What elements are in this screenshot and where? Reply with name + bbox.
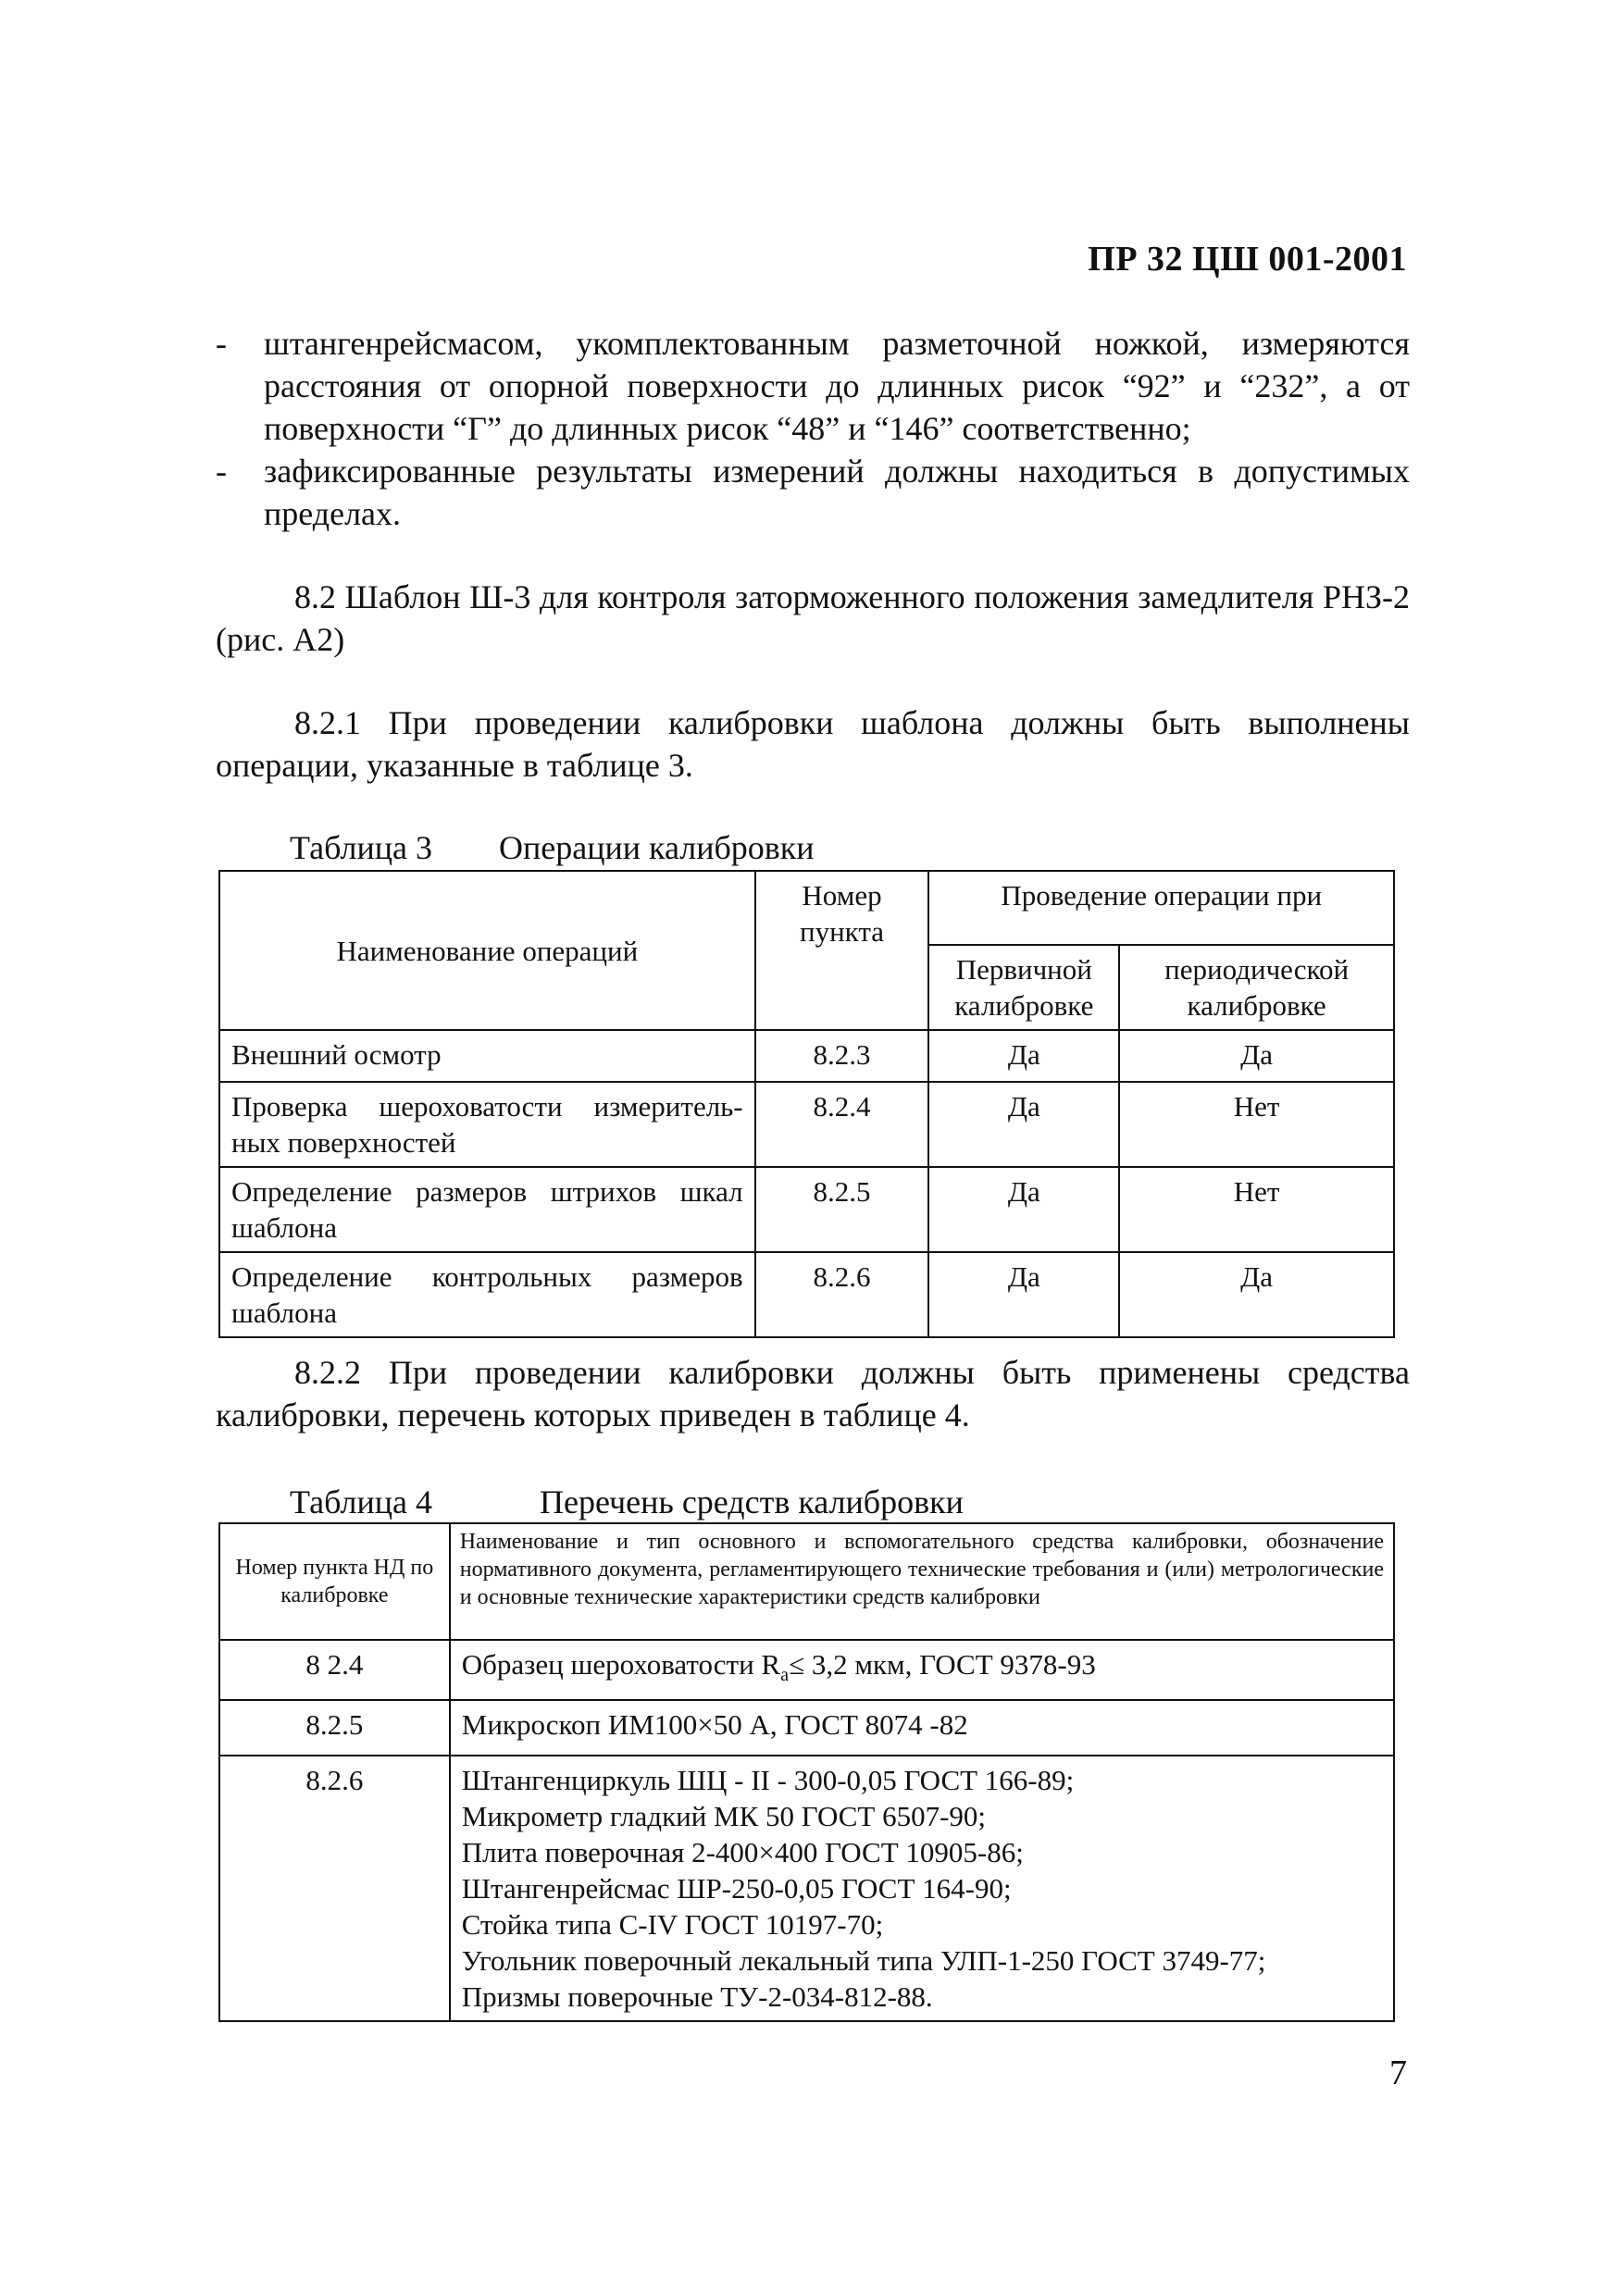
table3-header-number: Номер пункта bbox=[755, 871, 929, 1030]
table-row bbox=[219, 1700, 1394, 1756]
table-row bbox=[219, 1167, 1394, 1252]
table4-line: Штангенциркуль ШЦ - II - 300-0,05 ГОСТ 166-89; bbox=[461, 1764, 1075, 1797]
table4-caption bbox=[290, 1483, 964, 1520]
table3-cell-number: 8.2.5 bbox=[755, 1167, 929, 1252]
table-row bbox=[219, 1756, 1394, 2021]
table4-header-number: Номер пункта НД по калибровке bbox=[219, 1523, 450, 1640]
paragraph-8-2-1: 8.2.1 При проведении калибровки шаблона должны быть выполнены операции, указанные в таблице 3. bbox=[216, 704, 1410, 784]
table4-cell-description bbox=[450, 1640, 1394, 1700]
table4-subscript: a bbox=[780, 1665, 790, 1686]
table4-line: Угольник поверочный лекальный типа УЛП-1-250 ГОСТ 3749-77; bbox=[461, 1944, 1266, 1978]
table3-cell-number: 8.2.3 bbox=[755, 1030, 929, 1082]
table3-cell-primary: Да bbox=[928, 1167, 1119, 1252]
table-row bbox=[219, 1030, 1394, 1082]
table3-cell-number: 8.2.6 bbox=[755, 1252, 929, 1337]
table3-header-primary: Первичной калибровке bbox=[928, 945, 1119, 1030]
bullet-list bbox=[216, 322, 1410, 535]
table4-line: Плита поверочная 2-400×400 ГОСТ 10905-86; bbox=[461, 1836, 1024, 1869]
table4-cell-number: 8 2.4 bbox=[219, 1640, 450, 1700]
table4-cell-number: 8.2.5 bbox=[219, 1700, 450, 1756]
table3-cell-number: 8.2.4 bbox=[755, 1082, 929, 1167]
table3-header-periodic: периодической калибровке bbox=[1119, 945, 1394, 1030]
table3-cell-periodic: Да bbox=[1119, 1030, 1394, 1082]
table4 bbox=[218, 1522, 1395, 2022]
table3-cell-primary: Да bbox=[928, 1082, 1119, 1167]
table4-text-after: ≤ 3,2 мкм, ГОСТ 9378-93 bbox=[789, 1648, 1096, 1681]
table4-header-description: Наименование и тип основного и вспомогательного средства калибровки, обозначение нормативного документа, регламентирующего технические требования и (или) метрологические и основные технические характеристики средств калибровки bbox=[450, 1523, 1394, 1640]
table3-cell-primary: Да bbox=[928, 1252, 1119, 1337]
table4-header-row bbox=[219, 1523, 1394, 1640]
table3-cell-name: Определение контрольных размеров шаблона bbox=[219, 1252, 755, 1337]
table4-line: Штангенрейсмас ШР-250-0,05 ГОСТ 164-90; bbox=[461, 1872, 1012, 1905]
table4-line: Стойка типа С-IV ГОСТ 10197-70; bbox=[461, 1908, 884, 1942]
table-row bbox=[219, 1640, 1394, 1700]
bullet-text: штангенрейсмасом, укомплектованным разметочной ножкой, измеряются расстояния от опорной поверхности до длинных рисок “92” и “232”, а от поверхности “Г” до длинных рисок “48” и “146” соответственно; bbox=[264, 325, 1410, 447]
table3-cell-primary: Да bbox=[928, 1030, 1119, 1082]
table3-header-row bbox=[219, 871, 1394, 945]
table3-cell-periodic: Да bbox=[1119, 1252, 1394, 1337]
table4-cell-description: Микроскоп ИМ100×50 А, ГОСТ 8074 -82 bbox=[450, 1700, 1394, 1756]
table3-cell-name: Проверка шероховатости измеритель-ных поверхностей bbox=[219, 1082, 755, 1167]
table3-cell-name: Внешний осмотр bbox=[219, 1030, 755, 1082]
table4-caption-title: Перечень средств калибровки bbox=[540, 1483, 964, 1520]
paragraph-8-2-2: 8.2.2 При проведении калибровки должны быть применены средства калибровки, перечень которых приведен в таблице 4. bbox=[216, 1354, 1410, 1433]
table3 bbox=[218, 870, 1395, 1338]
table4-line: Призмы поверочные ТУ-2-034-812-88. bbox=[461, 1980, 933, 2014]
bullet-item bbox=[216, 450, 1410, 535]
table4-line: Микрометр гладкий МК 50 ГОСТ 6507-90; bbox=[461, 1800, 987, 1833]
document-code: ПР 32 ЦШ 001-2001 bbox=[1088, 240, 1407, 279]
bullet-dash: - bbox=[216, 453, 227, 490]
table3-caption-label: Таблица 3 bbox=[290, 829, 432, 866]
table4-cell-description bbox=[450, 1756, 1394, 2021]
bullet-item bbox=[216, 322, 1410, 450]
table3-cell-periodic: Нет bbox=[1119, 1082, 1394, 1167]
bullet-dash: - bbox=[216, 325, 227, 362]
table3-header-conduct: Проведение операции при bbox=[928, 871, 1394, 945]
section-8-2-heading: 8.2 Шаблон Ш-3 для контроля заторможенного положения замедлителя РНЗ-2 (рис. А2) bbox=[216, 578, 1410, 658]
table3-header-name: Наименование операций bbox=[219, 871, 755, 1030]
table3-cell-name: Определение размеров штрихов шкал шаблона bbox=[219, 1167, 755, 1252]
table-row bbox=[219, 1082, 1394, 1167]
table3-caption bbox=[290, 829, 815, 866]
table4-text-before: Образец шероховатости R bbox=[461, 1648, 781, 1681]
page-number: 7 bbox=[1389, 2054, 1407, 2092]
table-row bbox=[219, 1252, 1394, 1337]
table3-cell-periodic: Нет bbox=[1119, 1167, 1394, 1252]
table3-caption-title: Операции калибровки bbox=[499, 829, 815, 866]
table4-cell-number: 8.2.6 bbox=[219, 1756, 450, 2021]
table4-caption-label: Таблица 4 bbox=[290, 1483, 432, 1520]
bullet-text: зафиксированные результаты измерений должны находиться в допустимых пределах. bbox=[264, 453, 1410, 532]
